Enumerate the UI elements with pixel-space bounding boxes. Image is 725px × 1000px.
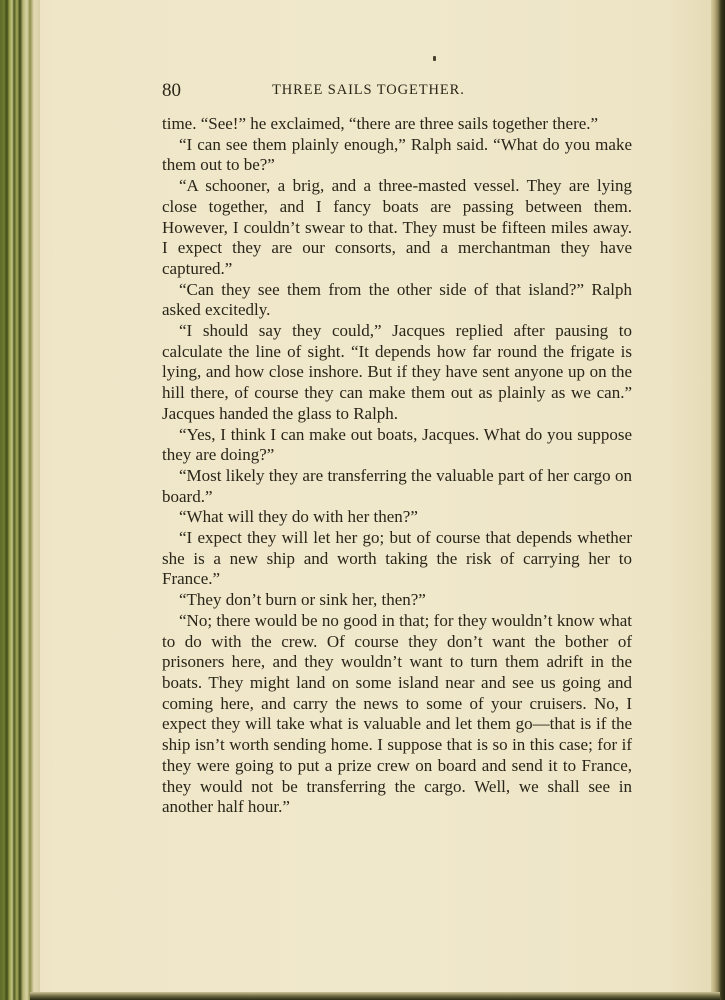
book-binding [0,0,40,1000]
page-edge-right [711,0,725,1000]
paragraph: “A schooner, a brig, and a three-masted vessel. They are lying close together, and I fancy boats are passing between them. However, I couldn’t swear to that. They must be fifteen miles away. I expect they are our consorts, and a merchantman they have captured.” [162,176,632,278]
paragraph: “Can they see them from the other side of that island?” Ralph asked excitedly. [162,279,632,320]
page-number: 80 [162,80,181,101]
paragraph: “Yes, I think I can make out boats, Jacques. What do you suppose they are doing?” [162,424,632,465]
page-edge-bottom [30,992,720,1000]
paragraph: “What will they do with her then?” [179,507,418,527]
page-header [162,80,632,104]
paragraph: time. “See!” he exclaimed, “there are three sails together there.” [162,114,599,133]
body-text [162,114,632,818]
paragraph: “Most likely they are transferring the valuable part of her cargo on board.” [162,465,632,506]
paragraph: “No; there would be no good in that; for they wouldn’t know what to do with the crew. Of course they don’t want the bother of prisoners here, and they wouldn’t want to turn them adrift in the boats. They might land on some island near and see us going and coming here, and carry the news to some of your cruisers. No, I expect they will take what is valuable and let them go—that is if the ship isn’t worth sending home. I suppose that is so in this case; for if they were going to put a prize crew on board and send it to France, they would not be transferring the cargo. Well, we shall see in another half hour.” [162,610,632,817]
paragraph: “I should say they could,” Jacques replied after pausing to calculate the line of sight. “It depends how far round the frigate is lying, and how close inshore. But if they have sent anyone up on the hill there, of course they can make them out as plainly as we can.” Jacques handed the glass to Ralph. [162,321,632,423]
printer-mark [433,56,436,61]
paragraph: “I expect they will let her go; but of course that depends whether she is a new ship and worth taking the risk of carrying her to France.” [162,528,632,589]
running-head: THREE SAILS TOGETHER. [272,82,465,98]
paragraph: “They don’t burn or sink her, then?” [179,590,426,610]
paragraph: “I can see them plainly enough,” Ralph said. “What do you make them out to be?” [162,134,632,175]
